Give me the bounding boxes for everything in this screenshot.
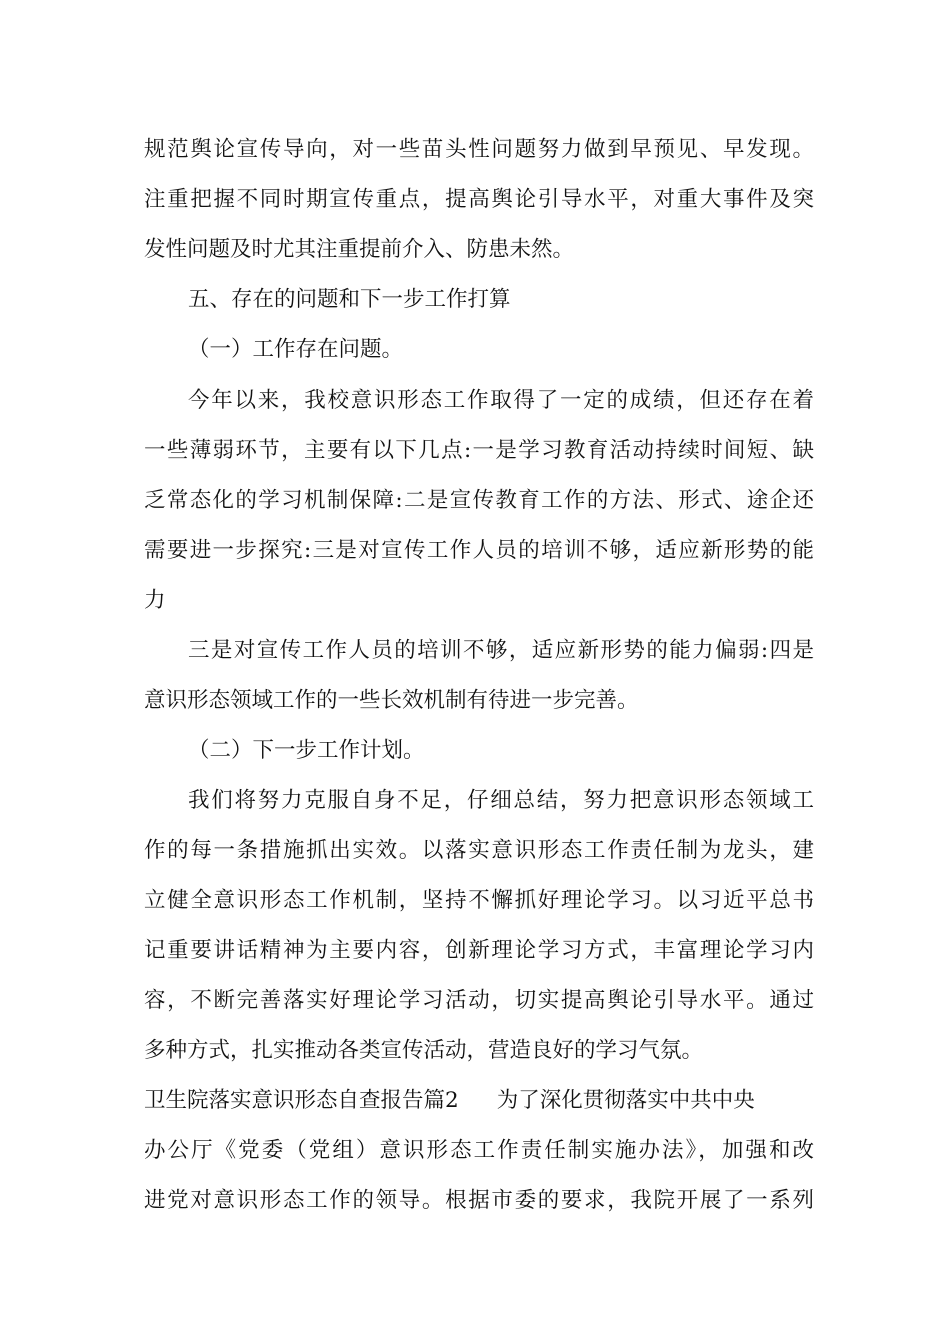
- text-line-10: 力: [144, 588, 166, 613]
- report-intro-text: 为了深化贯彻落实中共中央: [496, 1088, 755, 1113]
- report-title-line: [144, 1083, 814, 1119]
- text-line-8: 乏常态化的学习机制保障:二是宣传教育工作的方法、形式、途企还: [144, 488, 814, 513]
- section-heading-five: 五、存在的问题和下一步工作打算: [188, 287, 511, 312]
- text-line-21: 办公厅《党委（党组）意识形态工作责任制实施办法》，加强和改: [144, 1138, 814, 1163]
- text-line-15: 作的每一条措施抓出实效。以落实意识形态工作责任制为龙头，建: [144, 838, 814, 863]
- text-line-1: 规范舆论宣传导向，对一些苗头性问题努力做到早预见、早发现。: [144, 137, 814, 162]
- text-line-22: 进党对意识形态工作的领导。根据市委的要求，我院开展了一系列: [144, 1188, 814, 1213]
- subheading-next-plan: （二）下一步工作计划。: [188, 738, 425, 763]
- text-line-9: 需要进一步探究:三是对宣传工作人员的培训不够，适应新形势的能: [144, 538, 814, 563]
- text-line-2: 注重把握不同时期宣传重点，提高舆论引导水平，对重大事件及突: [144, 187, 814, 212]
- text-line-6: 今年以来，我校意识形态工作取得了一定的成绩，但还存在着: [188, 388, 814, 413]
- text-line-14: 我们将努力克服自身不足，仔细总结，努力把意识形态领域工: [188, 788, 814, 813]
- text-line-11: 三是对宣传工作人员的培训不够，适应新形势的能力偏弱:四是: [188, 638, 814, 663]
- report-section-title: 卫生院落实意识形态自查报告篇2: [144, 1088, 459, 1113]
- text-line-7: 一些薄弱环节，主要有以下几点:一是学习教育活动持续时间短、缺: [144, 438, 814, 463]
- text-line-18: 容，不断完善落实好理论学习活动，切实提高舆论引导水平。通过: [144, 988, 814, 1013]
- text-line-19: 多种方式，扎实推动各类宣传活动，营造良好的学习气氛。: [144, 1038, 704, 1063]
- text-line-16: 立健全意识形态工作机制，坚持不懈抓好理论学习。以习近平总书: [144, 888, 814, 913]
- subheading-problems: （一）工作存在问题。: [188, 337, 404, 362]
- text-line-17: 记重要讲话精神为主要内容，创新理论学习方式，丰富理论学习内: [144, 938, 814, 963]
- text-line-3: 发性问题及时尤其注重提前介入、防患未然。: [144, 237, 575, 262]
- text-line-12: 意识形态领域工作的一些长效机制有待进一步完善。: [144, 688, 639, 713]
